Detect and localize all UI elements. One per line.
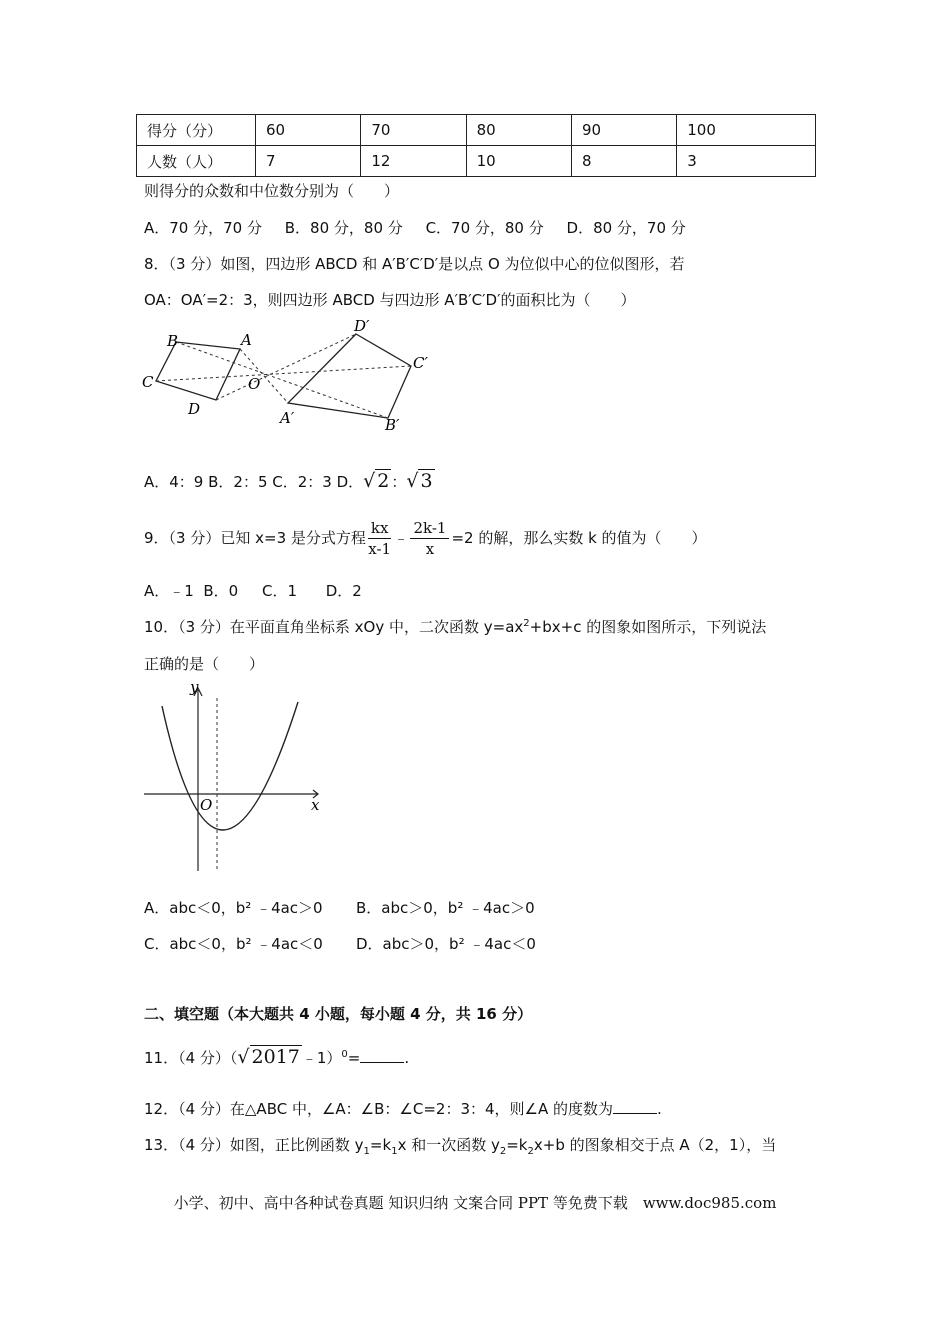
subscript: 1 [363,1146,370,1157]
label-b-prime: B′ [385,416,400,434]
radicand: 3 [420,470,433,492]
table-header-cell: 得分（分） [137,115,256,146]
table-row [137,146,816,177]
q9-stem [144,518,707,559]
q9-suffix: =2 的解，那么实数 k 的值为（ ） [451,529,707,547]
table-header-cell: 人数（人） [137,146,256,177]
superscript: 0 [341,1049,348,1060]
q9-options [144,580,362,601]
option-b: B．80 分，80 分 [284,219,403,237]
option-c: C．70 分，80 分 [425,219,544,237]
q8-line1: 8．（3 分）如图，四边形 ABCD 和 A′B′C′D′是以点 O 为位似中心的位似图形，若 [144,255,685,273]
table-cell: 12 [361,146,466,177]
sqrt-2017: √ 2017 [237,1046,300,1068]
equals: = [347,1049,361,1067]
q13-text: 13．（4 分）如图，正比例函数 y [144,1136,364,1154]
option-b: B．abc＞0，b² ﹣4ac＞0 [356,899,535,917]
table-cell: 8 [571,146,676,177]
option-d: D．80 分，70 分 [566,219,686,237]
label-a: A [241,331,252,349]
option-a: A．70 分，70 分 [144,219,262,237]
option-d: D．abc＞0，b² ﹣4ac＜0 [356,935,536,953]
radicand: 2017 [251,1046,300,1068]
table-cell: 100 [677,115,816,146]
quad-abcd [156,342,240,400]
page-footer: 小学、初中、高中各种试卷真题 知识归纳 文案合同 PPT 等免费下载 www.doc985.com [173,1194,777,1212]
q7-stem: 则得分的众数和中位数分别为（ ） [144,182,400,200]
q10-line1 [144,616,766,637]
parabola-graph [140,676,330,876]
denominator: x-1 [368,540,392,558]
ratio-colon: ： [391,473,407,491]
option-c: C．1 [262,582,298,600]
subscript: 1 [391,1146,398,1157]
q12-stem [144,1098,662,1119]
sqrt-2: √ 2 [363,470,390,492]
table-row [137,115,816,146]
q8-options-text: A．4：9 B．2：5 C．2：3 D． [144,473,364,491]
superscript: 2 [523,618,530,629]
option-c: C．abc＜0，b² ﹣4ac＜0 [144,935,323,953]
score-table [136,114,816,177]
period: . [657,1100,662,1118]
numerator: 2k-1 [410,518,449,539]
label-c-prime: C′ [413,354,428,372]
option-a: A．﹣1 [144,582,194,600]
option-b: B．0 [203,582,239,600]
q7-options [144,217,704,238]
parabola-curve [162,702,298,830]
label-d: D [188,400,201,418]
q13-stem [144,1134,776,1157]
answer-blank [360,1048,404,1063]
q8-line2: OA：OA′=2：3，则四边形 ABCD 与四边形 A′B′C′D′的面积比为（ ） [144,291,636,309]
label-a-prime: A′ [280,409,295,427]
radicand: 2 [377,470,390,492]
subscript: 2 [499,1146,507,1157]
label-origin: O [200,796,213,814]
fraction-2k [410,518,449,559]
denominator: x [425,540,435,558]
q13-text: =k [506,1136,528,1154]
label-y: y [190,678,199,696]
numerator: kx [368,518,392,539]
minus-sign: ﹣ [393,529,409,547]
table-cell: 7 [256,146,361,177]
q9-prefix: 9．（3 分）已知 x=3 是分式方程 [144,529,366,547]
option-a: A．abc＜0，b² ﹣4ac＞0 [144,899,323,917]
q13-text: =k [369,1136,392,1154]
q10-options-ab [144,897,535,918]
table-cell: 10 [466,146,571,177]
q11-stem [144,1046,409,1068]
table-cell: 80 [466,115,571,146]
q10-text-a: 10．（3 分）在平面直角坐标系 xOy 中，二次函数 y=ax [144,618,524,636]
q12-text: 12．（4 分）在△ABC 中，∠A：∠B：∠C=2：3：4，则∠A 的度数为 [144,1100,614,1118]
q10-options-cd [144,933,536,954]
quad-abcd-prime [288,334,411,418]
fraction-kx [368,518,392,559]
q11-prefix: 11．（4 分）（ [144,1049,238,1067]
q8-options [144,470,435,492]
label-d-prime: D′ [354,317,370,335]
option-d: D．2 [325,582,362,600]
label-x: x [311,796,320,814]
subscript: 2 [527,1146,534,1157]
table-cell: 70 [361,115,466,146]
label-b: B [167,332,179,350]
table-cell: 3 [677,146,816,177]
label-o: O [248,375,261,393]
q13-text: x 和一次函数 y [397,1136,500,1154]
table-cell: 60 [256,115,361,146]
q13-text: x+b 的图象相交于点 A（2，1），当 [533,1136,777,1154]
q10-line2: 正确的是（ ） [144,655,265,673]
q10-text-b: +bx+c 的图象如图所示，下列说法 [529,618,767,636]
homothety-figure [136,316,436,436]
q11-suffix: ﹣1） [301,1049,342,1067]
period: . [404,1049,410,1067]
section-title: 二、填空题（本大题共 4 小题，每小题 4 分，共 16 分） [144,1005,533,1023]
table-cell: 90 [571,115,676,146]
answer-blank [613,1099,657,1114]
label-c: C [142,373,154,391]
sqrt-3: √ 3 [406,470,433,492]
